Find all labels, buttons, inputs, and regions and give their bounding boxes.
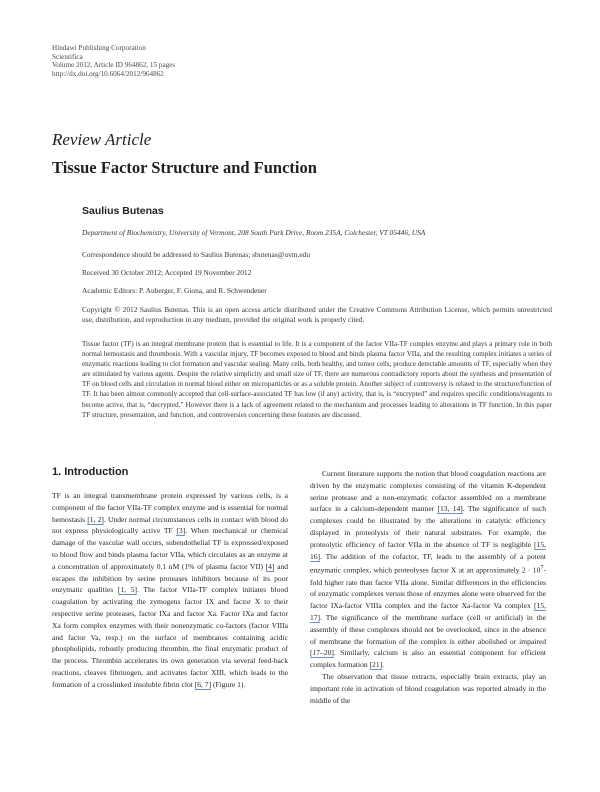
text-span: . The addition of the cofactor, TF, leads to the assembly of a potent enzymatic complex, which proteolyses factor X at an approximately 2 · 10: [310, 551, 546, 575]
left-column: [52, 490, 288, 691]
right-column: [310, 468, 546, 706]
citation-link[interactable]: [1, 2]: [87, 514, 104, 524]
volume-info: Volume 2012, Article ID 964862, 15 pages: [52, 61, 176, 70]
citation-link[interactable]: [15, 17]: [310, 601, 546, 623]
article-type: Review Article: [52, 130, 152, 149]
citation-link[interactable]: [13, 14]: [437, 504, 463, 514]
text-span: . The significance of the membrane surface (cell or artificial) in the assembly of these complexes should not be overlooked, since in the absence of membrane the formation of the complex is either abolished or impaired: [310, 613, 546, 646]
affiliation: Department of Biochemistry, University of Vermont, 208 South Park Drive, Room 235A, Colchester, VT 05446, USA: [82, 228, 426, 237]
citation-link[interactable]: [21]: [369, 660, 383, 670]
superscript: 7: [540, 564, 544, 572]
journal-name: Scientifica: [52, 52, 83, 61]
citation-link[interactable]: [15, 16]: [310, 539, 546, 561]
citation-link[interactable]: [17–20]: [310, 648, 334, 658]
text-span: (Figure 1).: [211, 679, 246, 689]
text-span: -fold higher rate than factor VIIa alone. Similar differences in the efficiencies of enzymatic complexes versus those of enzymes alone were observed for the factor IXa-factor VIIIa complex and the factor Xa-factor Va complex: [310, 565, 546, 611]
citation-link[interactable]: [4]: [265, 561, 275, 571]
author-name: Saulius Butenas: [82, 205, 164, 217]
abstract: Tissue factor (TF) is an integral membrane protein that is essential to life. It is a component of the factor VIIa-TF complex enzyme and plays a primary role in both normal hemostasis and thrombosis. With a vascular injury, TF becomes exposed to blood and binds plasma factor VIIa, and the resulting complex initiates a series of enzymatic reactions leading to clot formation and vascular sealing. Many cells, both healthy, and tumor cells, produce detectable amounts of TF, especially when they are stimulated by various agents. Despite the relative simplicity and small size of TF, there are numerous contradictory reports about the synthesis and presentation of TF on blood cells and circulation in normal blood either on microparticles or as a soluble protein. Another subject of controversy is related to the structure/function of TF. It has been almost commonly accepted that cell-surface-associated TF has low (if any) activity, that is, is “encrypted” and requires specific conditions/reagents to become active, that is, “decrypted.” However there is a lack of agreement related to the mechanism and processes leading to alterations in TF function. In this paper TF structure, presentation, and function, and controversies concerning these features are discussed.: [82, 340, 552, 419]
intro-paragraph-1: [52, 490, 288, 691]
text-span: . When mechanical or chemical damage of the vascular wall occurs, subendothelial TF is expressed/exposed to blood flow and binds plasma factor VIIa, which circulates as an enzyme at a concentration of approximately 0.1 nM (1% of plasma factor VII): [52, 526, 288, 571]
publisher: Hindawi Publishing Corporation: [52, 44, 146, 52]
section-heading-introduction: 1. Introduction: [52, 466, 129, 478]
correspondence: Correspondence should be addressed to Saulius Butenas; sbutenas@uvm.edu: [82, 250, 311, 259]
doi-link[interactable]: http://dx.doi.org/10.6064/2012/964862: [52, 69, 164, 78]
intro-paragraph-2: [310, 468, 546, 671]
journal-header: [52, 44, 175, 78]
text-span: . Under normal circumstances cells in contact with blood do not express physiologically active TF: [52, 514, 288, 536]
citation-link[interactable]: [6, 7]: [194, 679, 212, 689]
text-span: .: [382, 660, 384, 670]
text-span: . Similarly, calcium is also an essential component for efficient complex formation: [310, 648, 546, 670]
text-span: . The significance of such complexes could be illustrated by the alterations in catalytic efficiency displayed in proteolysis of their natural substrates. For example, the proteolytic efficiency of factor VIIa in the absence of TF is negligible: [310, 504, 546, 549]
text-span: . The factor VIIa-TF complex initiates blood coagulation by activating the zymogens factor IX and factor X to their respective serine proteases, factor IXa and factor Xa. Factor IXa and factor Xa form complex enzymes with their nonenzymatic co-factors (factor VIIIa and factor Va, resp.) on the surface of membranes containing acidic phospholipids, robustly producing thrombin, the final enzymatic product of the process. Thrombin accelerates its own generation via several feed-back reactions, cleaves fibrinogen, and activates factor XIII, which leads to the formation of a crosslinked insoluble fibrin clot: [52, 585, 288, 689]
citation-link[interactable]: [3]: [176, 526, 186, 536]
text-span: TF is an integral transmembrane protein expressed by various cells, is a component of the factor VIIa-TF complex enzyme and is essential for normal hemostasis: [52, 491, 288, 524]
received-dates: Received 30 October 2012; Accepted 19 November 2012: [82, 268, 252, 277]
intro-paragraph-3: The observation that tissue extracts, especially brain extracts, play an important role in activation of blood coagulation was reported already in the middle of the: [310, 672, 546, 705]
text-span: Current literature supports the notion that blood coagulation reactions are driven by the enzymatic complexes consisting of the vitamin K-dependent serine protease and a non-enzymatic cofactor assembled on a membrane surface in a calcium-dependent manner: [310, 469, 546, 514]
copyright-notice: Copyright © 2012 Saulius Butenas. This is an open access article distributed under the Creative Commons Attribution License, which permits unrestricted use, distribution, and reproduction in any medium, provided the original work is properly cited.: [82, 305, 552, 324]
academic-editors: Academic Editors: P. Auberger, F. Giona, and R. Schwendener: [82, 286, 267, 295]
text-span: and escapes the inhibition by serine proteases inhibitors because of its poor enzymatic qualities: [52, 561, 288, 595]
citation-link[interactable]: [1, 5]: [117, 585, 137, 595]
article-title: Tissue Factor Structure and Function: [52, 158, 317, 177]
